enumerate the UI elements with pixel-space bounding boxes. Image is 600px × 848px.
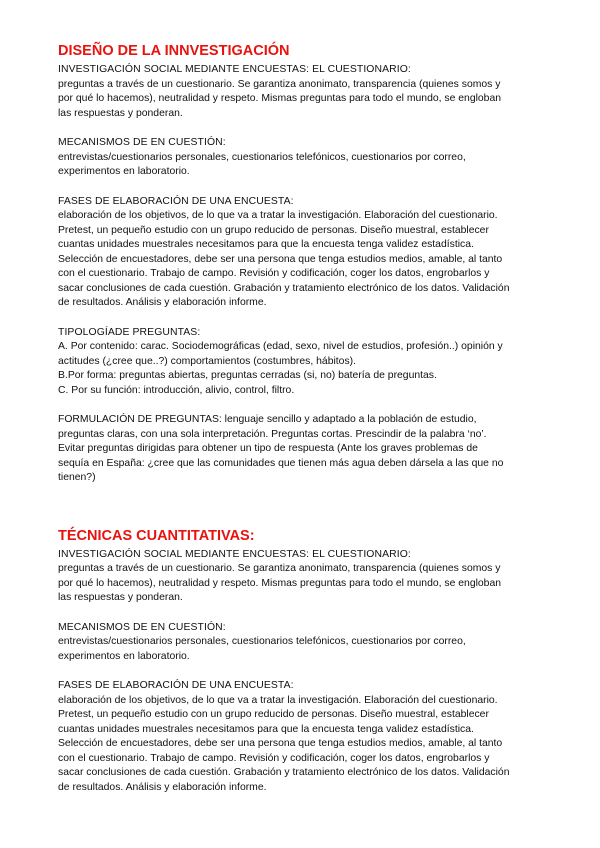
block-heading: FASES DE ELABORACIÓN DE UNA ENCUESTA: bbox=[58, 195, 294, 207]
block-phases bbox=[58, 195, 544, 311]
text-line: A. Por contenido: carac. Sociodemográficas (edad, sexo, nivel de estudios, profesión..) opinión y bbox=[58, 341, 503, 352]
section-design bbox=[58, 42, 544, 486]
section-title: DISEÑO DE LA INNVESTIGACIÓN bbox=[58, 43, 290, 59]
text-line: preguntas a través de un cuestionario. Se garantiza anonimato, transparencia (quienes somos y bbox=[58, 563, 501, 574]
block-survey-research bbox=[58, 548, 544, 606]
block-heading: FASES DE ELABORACIÓN DE UNA ENCUESTA: bbox=[58, 680, 294, 691]
text-line: FORMULACIÓN DE PREGUNTAS: lenguaje sencillo y adaptado a la población de estudio, bbox=[58, 414, 477, 425]
text-line: Selección de encuestadores, debe ser una persona que tenga estudios medios, amable, al tanto bbox=[58, 253, 503, 265]
text-line: entrevistas/cuestionarios personales, cuestionarios telefónicos, cuestionarios por correo, bbox=[58, 636, 466, 647]
block-mechanisms bbox=[58, 136, 544, 180]
text-line: entrevistas/cuestionarios personales, cuestionarios telefónicos, cuestionarios por correo, bbox=[58, 151, 466, 163]
block-phases bbox=[58, 679, 544, 795]
text-line: experimentos en laboratorio. bbox=[58, 166, 190, 177]
text-line: B.Por forma: preguntas abiertas, preguntas cerradas (si, no) batería de preguntas. bbox=[58, 370, 437, 381]
text-line: actitudes (¿cree que..?) comportamientos (costumbres, hábitos). bbox=[58, 355, 356, 367]
text-line: con el cuestionario. Trabajo de campo. Revisión y codificación, coger los datos, engrobarlos y bbox=[58, 268, 490, 279]
text-line: Pretest, un pequeño estudio con un grupo reducido de personas. Diseño muestral, establecer bbox=[58, 709, 489, 720]
block-heading: MECANISMOS DE EN CUESTIÓN: bbox=[58, 621, 226, 633]
text-line: elaboración de los objetivos, de lo que va a tratar la investigación. Elaboración del cuestionario. bbox=[58, 694, 498, 706]
text-line: Evitar preguntas dirigidas para obtener un tipo de respuesta (Ante los graves problemas de bbox=[58, 443, 478, 454]
text-line: las respuestas y ponderan. bbox=[58, 592, 183, 603]
text-line: elaboración de los objetivos, de lo que va a tratar la investigación. Elaboración del cuestionario. bbox=[58, 210, 498, 221]
block-mechanisms bbox=[58, 621, 544, 665]
text-line: cuantas unidades muestrales necesitamos para que la encuesta tenga validez estadística. bbox=[58, 723, 474, 735]
text-line: C. Por su función: introducción, alivio, control, filtro. bbox=[58, 384, 295, 396]
block-heading: INVESTIGACIÓN SOCIAL MEDIANTE ENCUESTAS: EL CUESTIONARIO: bbox=[58, 64, 411, 75]
text-line: experimentos en laboratorio. bbox=[58, 650, 190, 662]
text-line: de resultados. Análisis y elaboración informe. bbox=[58, 781, 267, 793]
text-line: por qué lo hacemos), neutralidad y respeto. Mismas preguntas para todo el mundo, se engloban bbox=[58, 577, 502, 589]
text-line: sacar conclusiones de cada cuestión. Grabación y tratamiento electrónico de los datos. Validación bbox=[58, 282, 510, 294]
text-line: Pretest, un pequeño estudio con un grupo reducido de personas. Diseño muestral, establecer bbox=[58, 224, 489, 236]
text-line: de resultados. Análisis y elaboración informe. bbox=[58, 297, 267, 308]
section-title: TÉCNICAS CUANTITATIVAS: bbox=[58, 527, 255, 544]
block-survey-research bbox=[58, 63, 544, 121]
section-quantitative bbox=[58, 527, 544, 796]
text-line: sequía en España: ¿cree que las comunidades que tienen más agua deben dársela a las que no bbox=[58, 457, 504, 469]
block-question-formulation bbox=[58, 413, 544, 486]
block-heading: TIPOLOGÍADE PREGUNTAS: bbox=[58, 326, 201, 338]
text-line: preguntas a través de un cuestionario. Se garantiza anonimato, transparencia (quienes somos y bbox=[58, 78, 501, 90]
text-line: sacar conclusiones de cada cuestión. Grabación y tratamiento electrónico de los datos. Validación bbox=[58, 767, 510, 778]
text-line: cuantas unidades muestrales necesitamos para que la encuesta tenga validez estadística. bbox=[58, 239, 474, 250]
text-line: con el cuestionario. Trabajo de campo. Revisión y codificación, coger los datos, engrobarlos y bbox=[58, 752, 490, 764]
text-line: tienen?) bbox=[58, 472, 96, 483]
text-line: las respuestas y ponderan. bbox=[58, 107, 183, 119]
text-line: por qué lo hacemos), neutralidad y respeto. Mismas preguntas para todo el mundo, se engloban bbox=[58, 93, 502, 104]
block-heading: MECANISMOS DE EN CUESTIÓN: bbox=[58, 137, 226, 148]
section-spacer bbox=[58, 501, 544, 527]
block-heading: INVESTIGACIÓN SOCIAL MEDIANTE ENCUESTAS: EL CUESTIONARIO: bbox=[58, 548, 411, 560]
text-line: preguntas claras, con una sola interpretación. Preguntas cortas. Prescindir de la palabra ‘no’. bbox=[58, 428, 487, 440]
text-line: Selección de encuestadores, debe ser una persona que tenga estudios medios, amable, al tanto bbox=[58, 738, 503, 749]
block-question-types bbox=[58, 326, 544, 399]
